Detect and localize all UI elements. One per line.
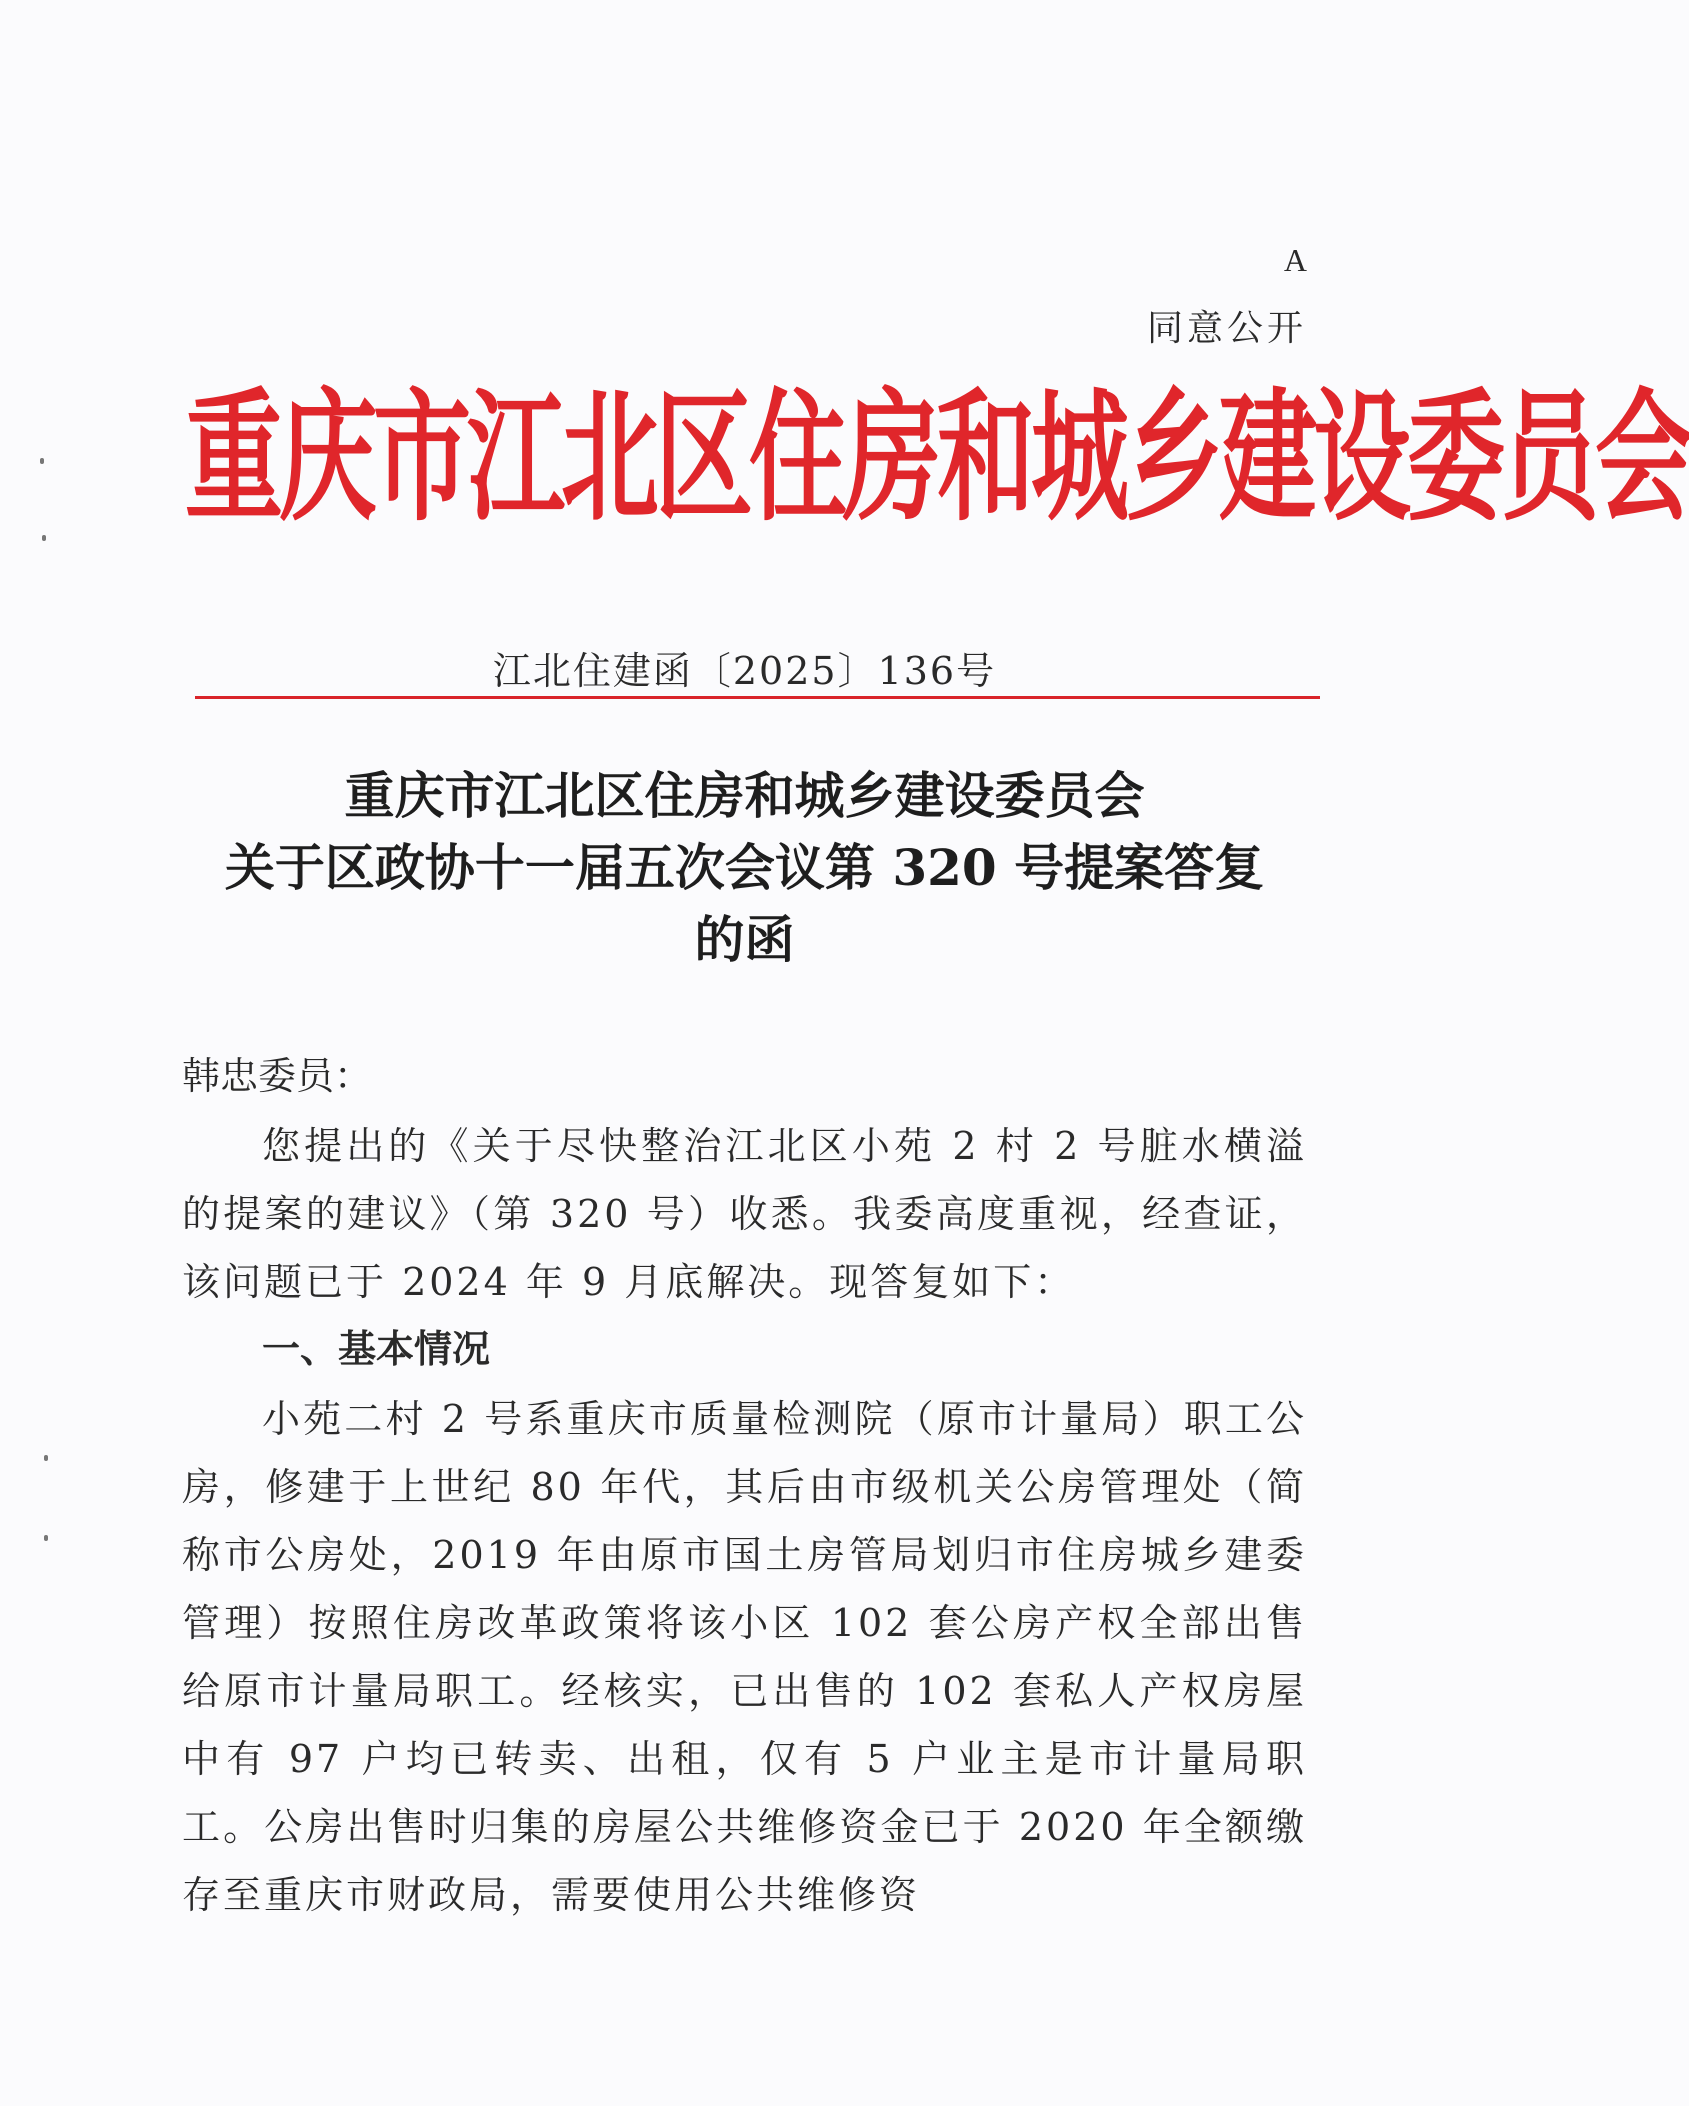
- classification-grade: A: [1283, 242, 1307, 278]
- body-paragraph-1: 您提出的《关于尽快整治江北区小苑 2 村 2 号脏水横溢的提案的建议》（第 320 号）收悉。我委高度重视，经查证，该问题已于 2024 年 9 月底解决。现答复如下：: [182, 1124, 1307, 1304]
- scan-speck: [44, 1535, 48, 1541]
- title-line-3: 的函: [694, 910, 795, 969]
- body-paragraph-2: 小苑二村 2 号系重庆市质量检测院（原市计量局）职工公房，修建于上世纪 80 年代，其后由市级机关公房管理处（简称市公房处，2019 年由原市国土房管局划归市住房城乡建委管理）按照住房改革政策将该小区 102 套公房产权全部出售给原市计量局职工。经核实，已出售的 102 套私人产权房屋中有 97 户均已转卖、出租，仅有 5 户业主是市计量局职工。公房出售时归集的房屋公共维修资金已于 2020 年全额缴存至重庆市财政局，需要使用公共维修资: [182, 1397, 1307, 1917]
- organization-letterhead: 重庆市江北区住房和城乡建设委员会: [185, 376, 1689, 542]
- disclosure-label: 同意公开: [1146, 308, 1307, 349]
- scan-speck: [40, 458, 44, 464]
- section-heading-1: 一、基本情况: [262, 1327, 491, 1371]
- salutation: 韩忠委员：: [182, 1054, 373, 1098]
- document-number: 江北住建函〔2025〕136号: [492, 649, 997, 693]
- title-line-2: 关于区政协十一届五次会议第 320 号提案答复: [224, 838, 1265, 897]
- document-title: [160, 760, 1329, 976]
- scan-speck: [44, 1455, 48, 1461]
- title-line-1: 重庆市江北区住房和城乡建设委员会: [344, 766, 1145, 825]
- scan-speck: [42, 535, 46, 541]
- letterhead-divider: [195, 696, 1320, 699]
